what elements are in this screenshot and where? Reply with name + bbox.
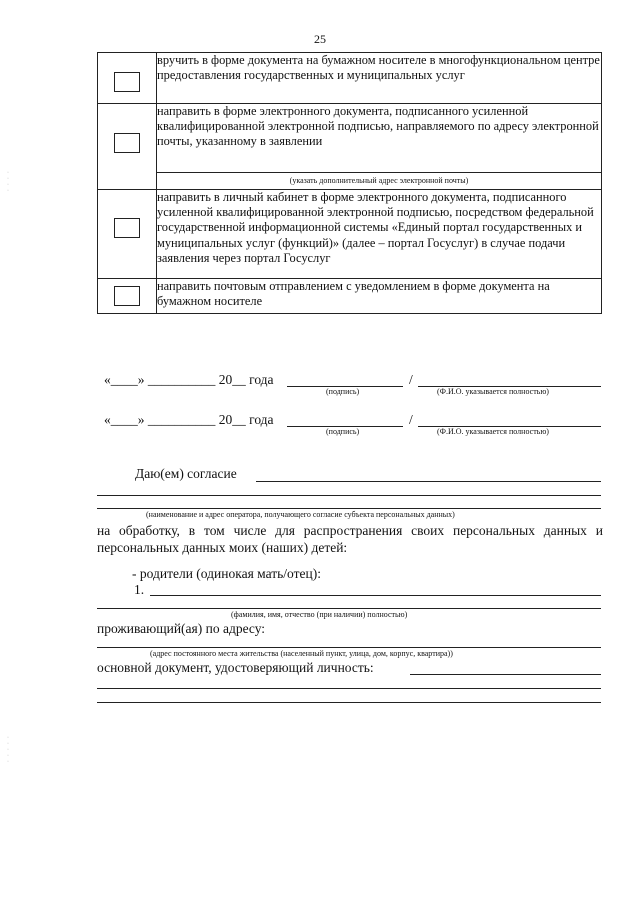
operator-line-1[interactable] xyxy=(256,481,601,482)
signature-hint-1: (подпись) xyxy=(326,387,360,396)
option-checkbox-mfc[interactable] xyxy=(114,72,140,92)
signature-slash-1: / xyxy=(409,372,413,387)
fio-hint-1: (Ф.И.О. указывается полностью) xyxy=(437,387,549,396)
operator-hint: (наименование и адрес оператора, получающего согласие субъекта персональных данных) xyxy=(146,510,455,519)
signature-slash-2: / xyxy=(409,412,413,427)
delivery-options-table xyxy=(97,52,602,314)
address-line[interactable] xyxy=(97,647,601,648)
option-row-mfc xyxy=(98,53,602,104)
option-row-post xyxy=(98,279,602,314)
name-hint: (фамилия, имя, отчество (при наличии) полностью) xyxy=(231,610,408,619)
consent-label: Даю(ем) согласие xyxy=(135,466,237,481)
scan-margin-marks: · · · · xyxy=(7,170,9,194)
residing-label: проживающий(ая) по адресу: xyxy=(97,621,266,636)
email-address-hint: (указать дополнительный адрес электронной почты) xyxy=(289,176,469,185)
option-checkbox-gosuslugi[interactable] xyxy=(114,218,140,238)
fio-hint-2: (Ф.И.О. указывается полностью) xyxy=(437,427,549,436)
id-document-line-3[interactable] xyxy=(97,702,601,703)
parent-item-number: 1. xyxy=(134,582,145,597)
operator-line-3[interactable] xyxy=(97,508,601,509)
address-hint: (адрес постоянного места жительства (населенный пункт, улица, дом, корпус, квартира)) xyxy=(150,649,453,658)
option-row-email xyxy=(98,104,602,173)
parent-name-line-1[interactable] xyxy=(150,595,601,596)
parents-label: - родители (одинокая мать/отец): xyxy=(132,566,321,581)
option-row-gosuslugi xyxy=(98,190,602,279)
processing-text: на обработку, в том числе для распространения своих персональных данных и персональных данных моих (наших) детей: xyxy=(97,523,603,555)
option-text-mfc: вручить в форме документа на бумажном носителе в многофункциональном центре предоставления государственных и муниципальных услуг xyxy=(157,53,602,104)
option-text-post: направить почтовым отправлением с уведомлением в форме документа на бумажном носителе xyxy=(157,279,602,314)
page-number: 25 xyxy=(314,32,326,46)
option-text-email: направить в форме электронного документа, подписанного усиленной квалифицированной электронной подписью, направляемого по адресу электронной почты, указанному в заявлении xyxy=(157,104,602,173)
scan-margin-marks: · · · · · xyxy=(7,735,9,765)
signature-date-1: «____» __________ 20__ года xyxy=(104,372,274,387)
id-document-line-2[interactable] xyxy=(97,688,601,689)
id-document-label: основной документ, удостоверяющий личность: xyxy=(97,660,374,675)
signature-date-2: «____» __________ 20__ года xyxy=(104,412,274,427)
signature-hint-2: (подпись) xyxy=(326,427,360,436)
option-checkbox-email[interactable] xyxy=(114,133,140,153)
option-row-email-hint xyxy=(98,173,602,190)
operator-line-2[interactable] xyxy=(97,495,601,496)
option-checkbox-post[interactable] xyxy=(114,286,140,306)
parent-name-line-2[interactable] xyxy=(97,608,601,609)
option-text-gosuslugi: направить в личный кабинет в форме электронного документа, подписанного усиленной квалифицированной электронной подписью, посредством федеральной государственной информационной системы «Единый портал государственных и муниципальных услуг (функций)» (далее – портал Госуслуг) в случае подачи заявления через портал Госуслуг xyxy=(157,190,602,279)
id-document-line-1[interactable] xyxy=(410,674,601,675)
